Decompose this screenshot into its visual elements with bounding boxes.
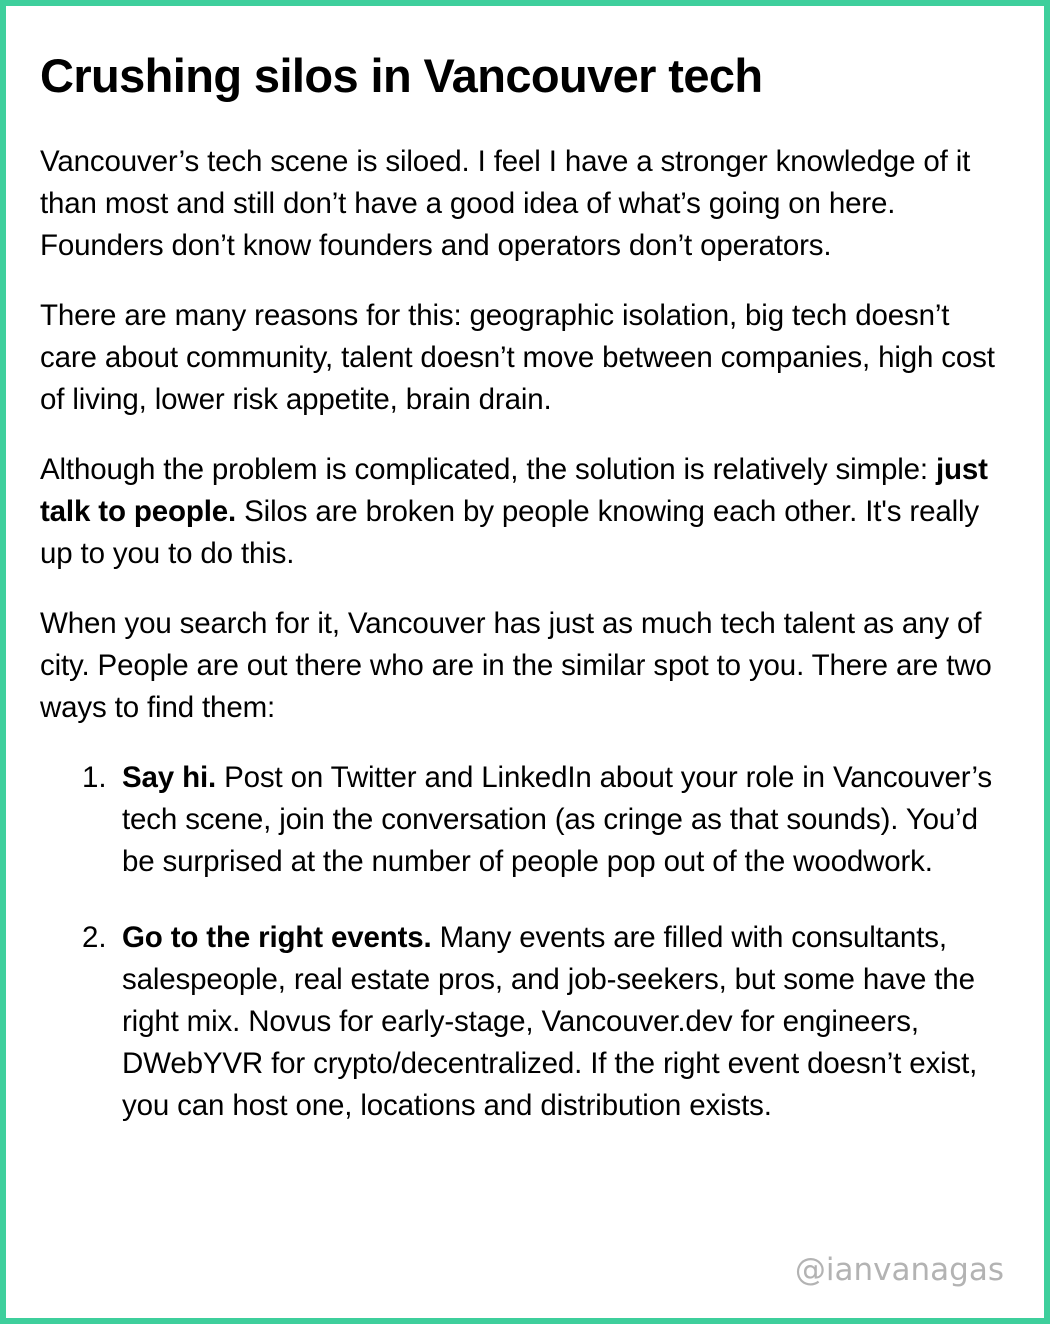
text-run: When you search for it, Vancouver has just as much tech talent as any of city. People are out there who are in the similar spot to you. There are two ways to find them: [40,606,992,724]
text-run: There are many reasons for this: geographic isolation, big tech doesn’t care about community, talent doesn’t move between companies, high cost of living, lower risk appetite, brain drain. [40,298,995,416]
list-item-text [122,757,1010,883]
post-body [40,141,1010,1127]
paragraph-3 [40,449,1000,575]
bold-run: Say hi. [122,760,217,794]
list-item-marker: 1. [82,760,107,794]
paragraph-1 [40,141,1000,267]
bold-run: Go to the right events. [122,920,432,954]
text-run: Although the problem is complicated, the solution is relatively simple: [40,452,936,486]
paragraph-4 [40,603,992,729]
bold-run: just talk to people. [40,452,988,528]
page-title: Crushing silos in Vancouver tech [40,49,763,102]
list-item [40,917,1010,1127]
list-item-marker: 2. [82,920,107,954]
text-run: Silos are broken by people knowing each other. It's really up to you to do this. [40,494,980,570]
author-handle: @ianvanagas [794,1252,1004,1288]
ways-to-find-them-list [40,757,1010,1127]
text-run: Post on Twitter and LinkedIn about your role in Vancouver’s tech scene, join the conversation (as cringe as that sounds). You’d be surprised at the number of people pop out of the woodwork. [122,760,993,878]
paragraph-2 [40,295,1000,421]
text-run: Vancouver’s tech scene is siloed. I feel I have a stronger knowledge of it than most and still don’t have a good idea of what’s going on here. Founders don’t know founders and operators don’t operators. [40,144,971,262]
author-handle-row [795,1252,1004,1288]
list-item [40,757,1010,883]
text-run: Many events are filled with consultants, salespeople, real estate pros, and job-seekers, but some have the right mix. Novus for early-stage, Vancouver.dev for engineers, DWebYVR for crypto/decentralized. If the right event doesn’t exist, you can host one, locations and distribution exists. [122,920,978,1122]
list-item-text [122,917,1010,1127]
